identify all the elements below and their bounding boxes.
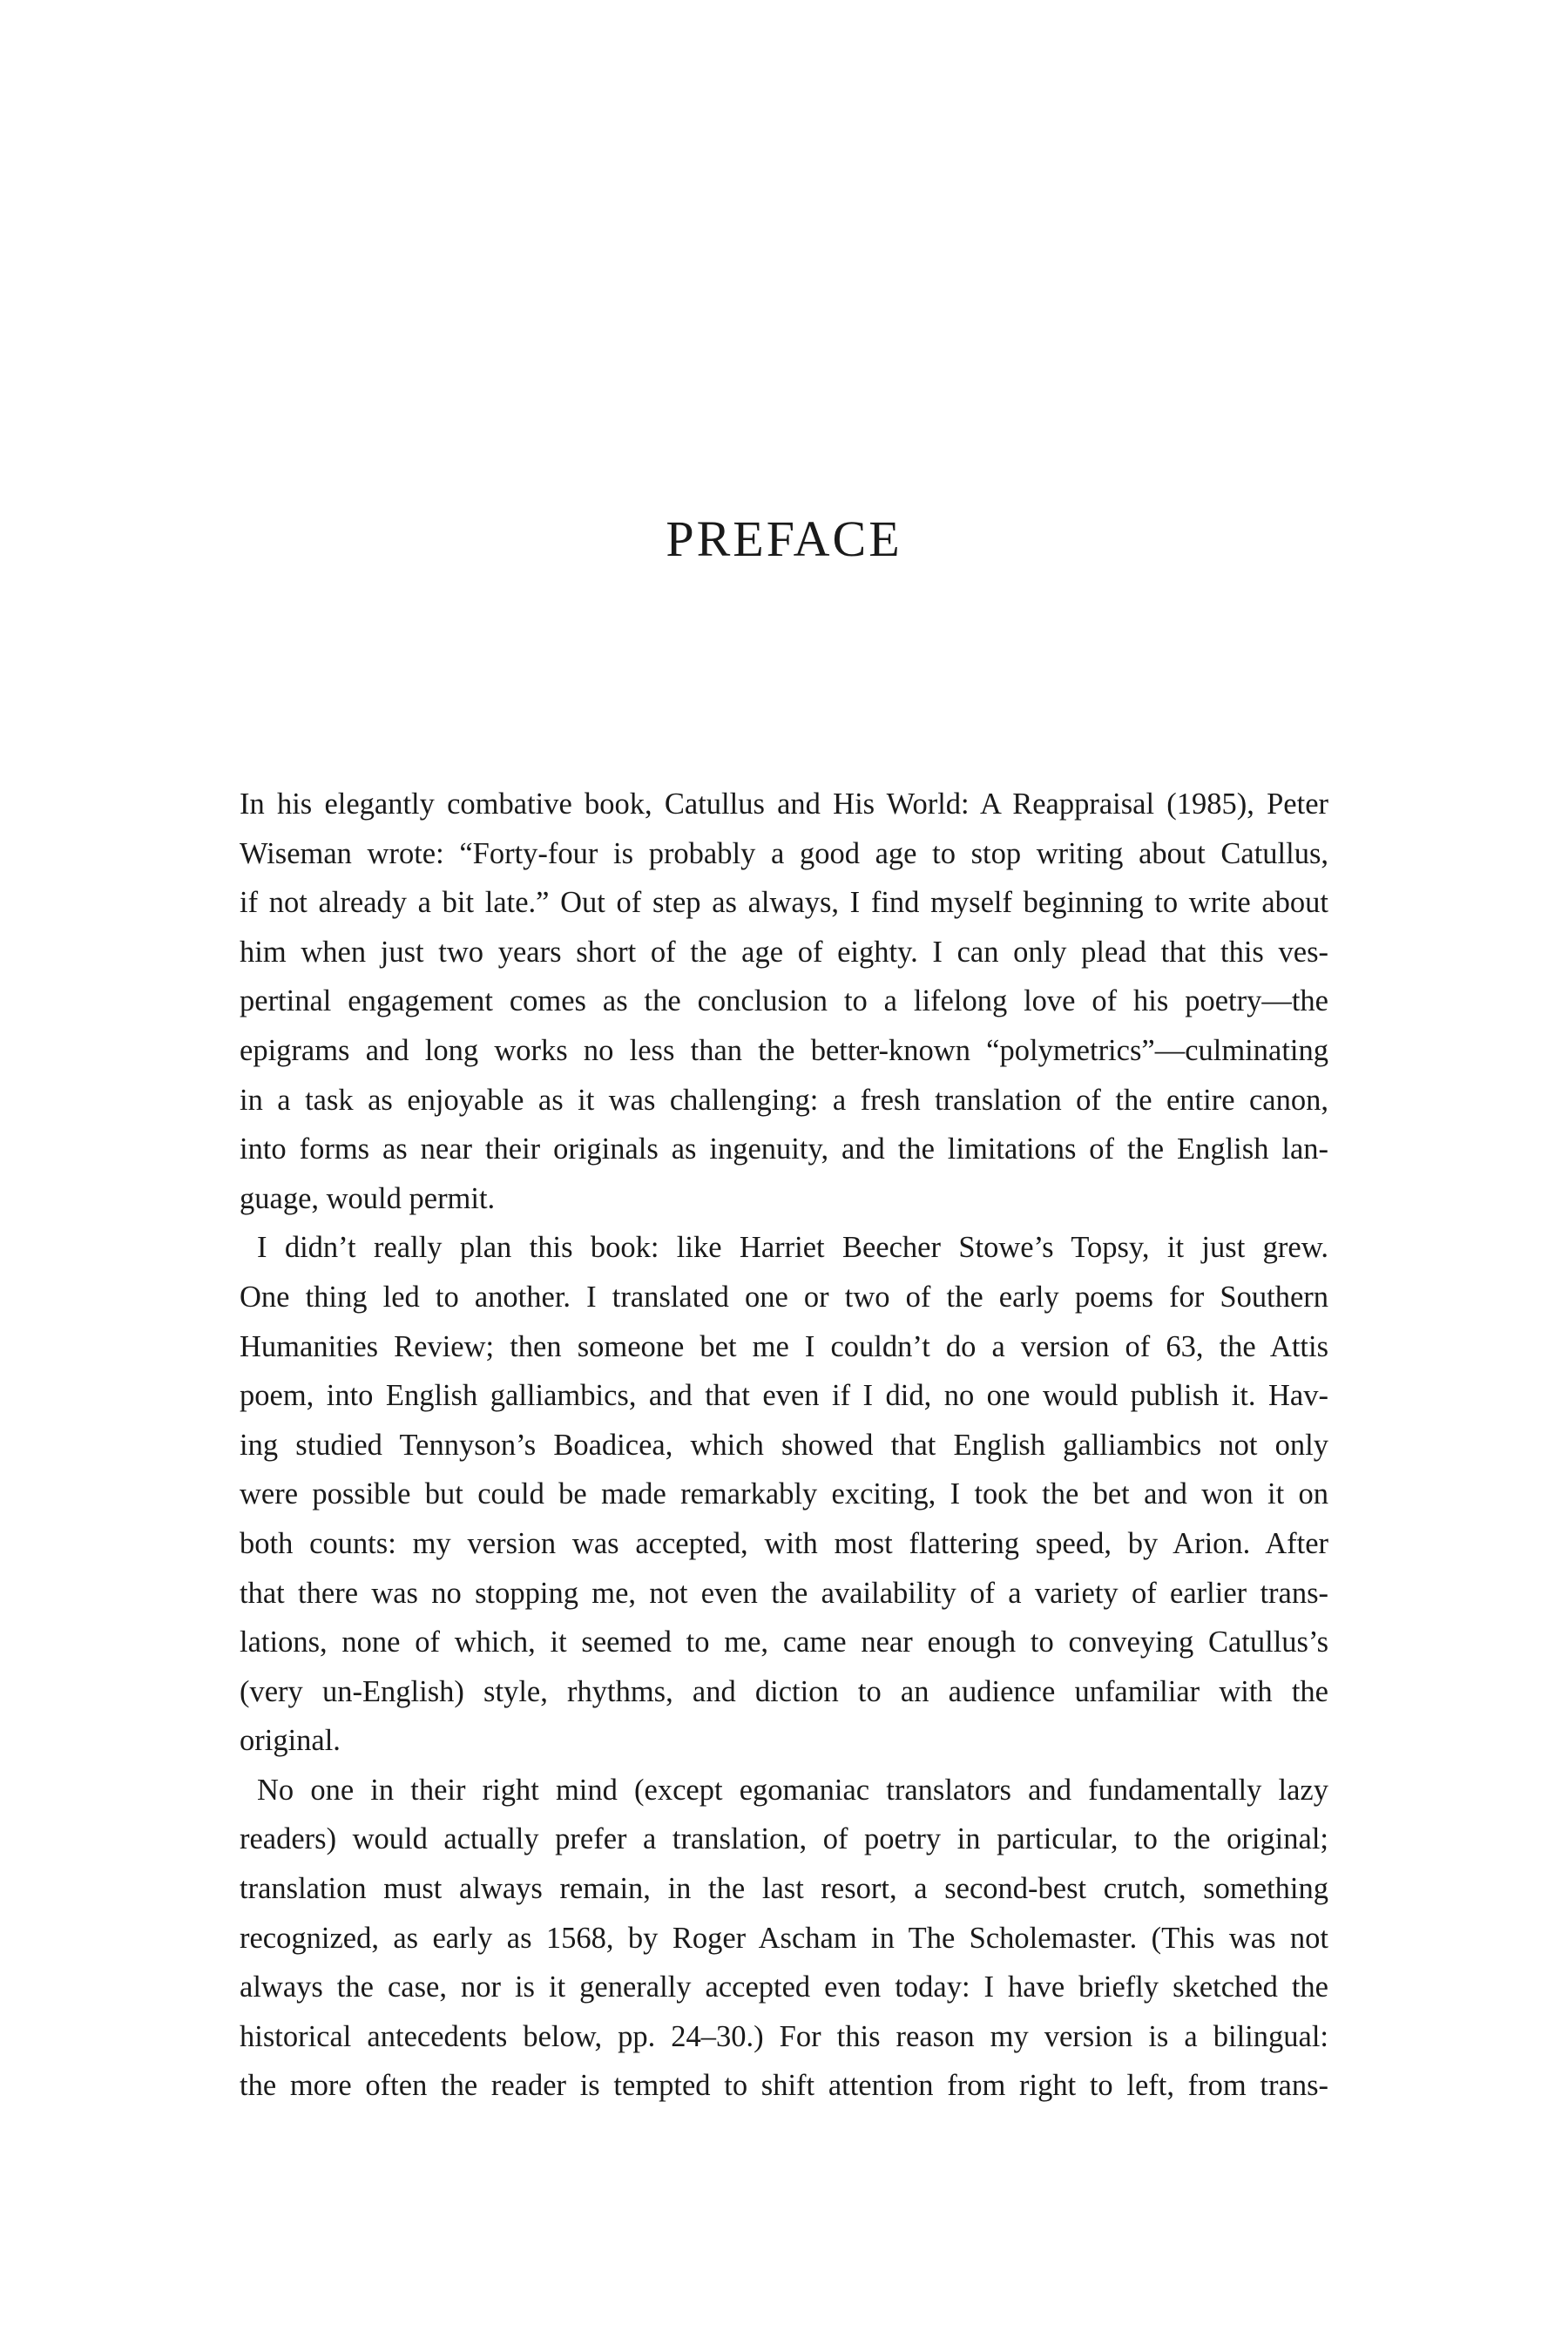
text-line: historical antecedents below, pp. 24–30.) For this reason my version is a bilingual: [240, 2019, 1328, 2053]
text-line: the more often the reader is tempted to shift attention from right to left, from trans- [240, 2069, 1328, 2103]
text-line: both counts: my version was accepted, with most flattering speed, by Arion. After [240, 1526, 1328, 1560]
text-line: poem, into English galliambics, and that even if I did, no one would publish it. Hav- [240, 1379, 1328, 1413]
text-line: that there was no stopping me, not even the availability of a variety of earlier trans- [240, 1576, 1328, 1610]
text-line: lations, none of which, it seemed to me, came near enough to conveying Catullus’s [240, 1625, 1328, 1659]
text-line: In his elegantly combative book, Catullus and His World: A Reappraisal (1985), Peter [240, 787, 1328, 821]
text-line: into forms as near their originals as ingenuity, and the limitations of the English lan- [240, 1132, 1328, 1166]
text-line: translation must always remain, in the last resort, a second-best crutch, something [240, 1872, 1328, 1906]
text-line: ing studied Tennyson’s Boadicea, which showed that English galliambics not only [240, 1428, 1328, 1462]
text-line: if not already a bit late.” Out of step as always, I find myself beginning to write about [240, 886, 1328, 920]
text-line: in a task as enjoyable as it was challenging: a fresh translation of the entire canon, [240, 1083, 1328, 1117]
text-line: One thing led to another. I translated one or two of the early poems for Southern [240, 1280, 1328, 1314]
text-line: Wiseman wrote: “Forty-four is probably a good age to stop writing about Catullus, [240, 836, 1328, 870]
text-line: Humanities Review; then someone bet me I couldn’t do a version of 63, the Attis [240, 1329, 1328, 1363]
text-line: epigrams and long works no less than the better-known “polymetrics”—culminating [240, 1033, 1328, 1067]
text-line: guage, would permit. [240, 1181, 496, 1215]
text-line: him when just two years short of the age of eighty. I can only plead that this ves- [240, 935, 1328, 969]
text-line: were possible but could be made remarkably exciting, I took the bet and won it on [240, 1477, 1328, 1511]
text-line: pertinal engagement comes as the conclusion to a lifelong love of his poetry—the [240, 984, 1328, 1018]
text-line: always the case, nor is it generally accepted even today: I have briefly sketched the [240, 1970, 1328, 2004]
text-line: recognized, as early as 1568, by Roger Ascham in The Scholemaster. (This was not [240, 1921, 1328, 1955]
text-line: No one in their right mind (except egomaniac translators and fundamentally lazy [257, 1773, 1328, 1807]
text-line: readers) would actually prefer a translation, of poetry in particular, to the original; [240, 1822, 1328, 1856]
page-title: PREFACE [666, 510, 902, 567]
text-line: original. [240, 1724, 341, 1758]
preface-body [240, 780, 1328, 2111]
text-line: (very un-English) style, rhythms, and diction to an audience unfamiliar with the [240, 1674, 1328, 1708]
text-line: I didn’t really plan this book: like Harriet Beecher Stowe’s Topsy, it just grew. [257, 1231, 1328, 1265]
